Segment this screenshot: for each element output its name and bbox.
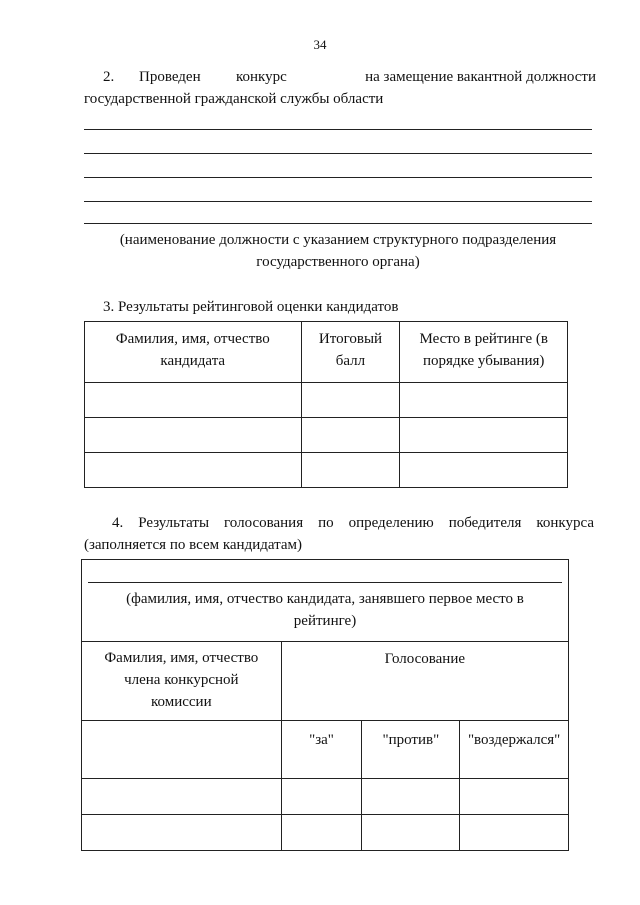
table-cell[interactable] (281, 779, 362, 815)
position-caption-line2: государственного органа) (256, 254, 420, 270)
table-cell[interactable] (460, 779, 569, 815)
table-row (82, 779, 569, 815)
winner-name-line (88, 582, 562, 583)
table-cell[interactable] (400, 453, 568, 488)
table-cell[interactable] (82, 721, 282, 779)
blank-line-2 (84, 153, 592, 154)
table-row (85, 418, 568, 453)
table-cell[interactable] (82, 815, 282, 851)
table-cell[interactable] (301, 453, 400, 488)
table-cell[interactable] (400, 418, 568, 453)
rating-header-name: Фамилия, имя, отчество кандидата (85, 322, 302, 383)
blank-line-5 (84, 223, 592, 224)
section3-heading: 3. Результаты рейтинговой оценки кандидатов (103, 299, 399, 315)
table-row (85, 383, 568, 418)
blank-line-1 (84, 129, 592, 130)
section2-word-vacancy: на замещение вакантной должности (365, 69, 596, 85)
table-cell[interactable] (85, 418, 302, 453)
winner-caption: (фамилия, имя, отчество кандидата, занявшего первое место в рейтинге) (126, 591, 524, 629)
member-header: Фамилия, имя, отчество члена конкурсной комиссии (82, 642, 282, 721)
table-cell[interactable] (362, 779, 460, 815)
vote-against-header: "против" (362, 721, 460, 779)
vote-for-header: "за" (281, 721, 362, 779)
blank-line-3 (84, 177, 592, 178)
blank-line-4 (84, 201, 592, 202)
table-cell[interactable] (301, 418, 400, 453)
section2-line2: государственной гражданской службы области (84, 91, 384, 107)
table-row (82, 815, 569, 851)
page-number: 34 (313, 37, 327, 52)
table-cell[interactable] (400, 383, 568, 418)
table-cell[interactable] (460, 815, 569, 851)
table-cell[interactable] (301, 383, 400, 418)
table-cell[interactable] (281, 815, 362, 851)
section4-heading-line2: (заполняется по всем кандидатам) (84, 537, 303, 553)
table-cell[interactable] (85, 383, 302, 418)
vote-abstain-header: "воздержался" (460, 721, 569, 779)
rating-table (84, 321, 568, 488)
table-cell[interactable] (82, 779, 282, 815)
section2-word-conducted: Проведен (139, 69, 201, 85)
voting-header: Голосование (281, 642, 568, 721)
rating-header-score: Итоговый балл (301, 322, 400, 383)
rating-header-place: Место в рейтинге (в порядке убывания) (400, 322, 568, 383)
table-cell[interactable] (362, 815, 460, 851)
table-row (85, 453, 568, 488)
section2-number: 2. (103, 69, 115, 85)
position-caption-line1: (наименование должности с указанием структурного подразделения (119, 232, 557, 248)
section2-word-contest: конкурс (236, 69, 287, 85)
section4-heading-line1: 4. Результаты голосования по определению победителя конкурса (112, 515, 594, 531)
table-cell[interactable] (85, 453, 302, 488)
voting-table (81, 559, 569, 851)
